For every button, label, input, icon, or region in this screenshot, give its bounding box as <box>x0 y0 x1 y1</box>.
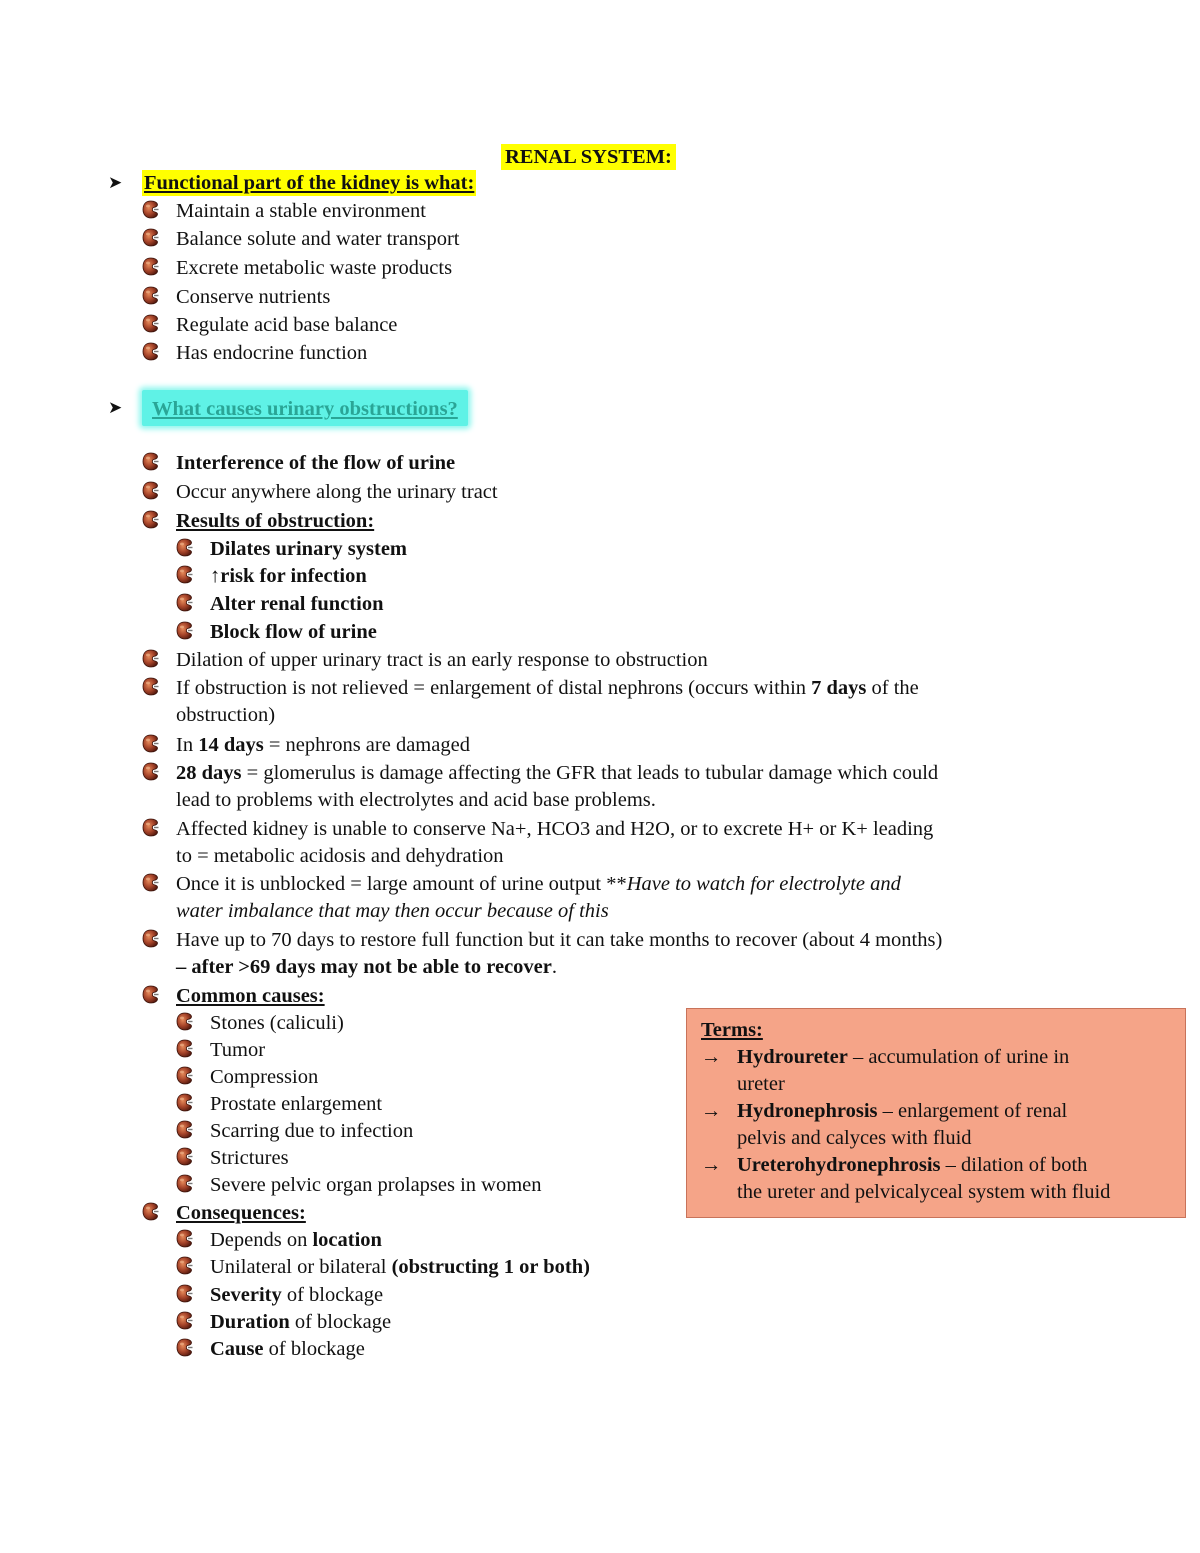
term-text: Hydronephrosis – enlargement of renal pelvis and calyces with fluid <box>737 1100 1068 1149</box>
item-text: In 14 days = nephrons are damaged <box>176 734 470 756</box>
list-item <box>142 255 452 282</box>
item-text: Unilateral or bilateral (obstructing 1 or both) <box>210 1256 590 1278</box>
heading-text: Functional part of the kidney is what: <box>144 172 475 194</box>
list-item <box>142 675 919 729</box>
kidney-bullet-icon <box>176 1338 193 1357</box>
right-arrow-icon: → <box>701 1154 722 1176</box>
list-item <box>176 1064 318 1091</box>
kidney-bullet-icon <box>142 510 159 529</box>
section-heading-functional <box>108 170 476 196</box>
list-item <box>142 1200 306 1227</box>
list-item <box>142 284 330 311</box>
list-item <box>176 1282 383 1309</box>
list-item <box>142 340 367 367</box>
kidney-bullet-icon <box>176 565 193 584</box>
list-item <box>142 871 901 925</box>
item-text: Severity of blockage <box>210 1284 384 1306</box>
item-text: Scarring due to infection <box>210 1120 414 1142</box>
kidney-bullet-icon <box>176 1039 193 1058</box>
item-text: Maintain a stable environment <box>176 200 426 222</box>
list-item <box>142 647 708 674</box>
item-text: risk for infection <box>220 565 367 587</box>
item-text: Prostate enlargement <box>210 1093 383 1115</box>
kidney-bullet-icon <box>176 1311 193 1330</box>
page-title: RENAL SYSTEM: <box>501 144 676 170</box>
list-item <box>142 816 933 870</box>
list-item <box>176 536 407 563</box>
kidney-bullet-icon <box>142 873 159 892</box>
kidney-bullet-icon <box>142 734 159 753</box>
list-item <box>142 312 397 339</box>
item-text: Strictures <box>210 1147 289 1169</box>
item-text: Tumor <box>210 1039 266 1061</box>
kidney-bullet-icon <box>142 818 159 837</box>
item-text: Alter renal function <box>210 593 384 615</box>
list-item <box>176 1010 344 1037</box>
list-item <box>176 1172 542 1199</box>
kidney-bullet-icon <box>176 1256 193 1275</box>
heading-highlight <box>142 390 468 426</box>
kidney-bullet-icon <box>142 985 159 1004</box>
kidney-bullet-icon <box>176 1066 193 1085</box>
item-text: Depends on location <box>210 1229 382 1251</box>
list-item <box>142 927 942 981</box>
term-item <box>701 1044 1171 1098</box>
item-text: Conserve nutrients <box>176 286 331 308</box>
kidney-bullet-icon <box>142 228 159 247</box>
item-text: Severe pelvic organ prolapses in women <box>210 1174 542 1196</box>
list-item <box>142 760 938 814</box>
heading-text: What causes urinary obstructions? <box>152 398 458 420</box>
list-item <box>176 1227 382 1254</box>
item-text: Once it is unblocked = large amount of urine output **Have to watch for electrolyte and water imbalance that may then occur because of this <box>176 873 901 922</box>
list-item <box>142 732 470 759</box>
list-item <box>142 198 426 225</box>
list-item <box>176 1254 590 1281</box>
kidney-bullet-icon <box>142 762 159 781</box>
subheading-common-causes: Common causes: <box>176 985 325 1007</box>
arrowhead-bullet-icon: ➤ <box>108 398 123 417</box>
up-arrow-icon: ↑ <box>210 565 221 587</box>
arrowhead-bullet-icon: ➤ <box>108 173 123 192</box>
list-item <box>176 619 377 646</box>
kidney-bullet-icon <box>142 200 159 219</box>
kidney-bullet-icon <box>176 1012 193 1031</box>
list-item <box>176 1037 265 1064</box>
list-item <box>176 563 367 590</box>
kidney-bullet-icon <box>176 1174 193 1193</box>
item-text: If obstruction is not relieved = enlargement of distal nephrons (occurs within 7 days of the obstruction) <box>176 677 919 726</box>
kidney-bullet-icon <box>176 1147 193 1166</box>
list-item <box>176 1309 391 1336</box>
subheading-consequences: Consequences: <box>176 1202 306 1224</box>
term-text: Hydroureter – accumulation of urine in ureter <box>737 1046 1070 1095</box>
kidney-bullet-icon <box>176 538 193 557</box>
kidney-bullet-icon <box>176 1229 193 1248</box>
kidney-bullet-icon <box>142 481 159 500</box>
term-item <box>701 1152 1171 1206</box>
right-arrow-icon: → <box>701 1046 722 1068</box>
item-text: Cause of blockage <box>210 1338 365 1360</box>
item-text: Dilation of upper urinary tract is an early response to obstruction <box>176 649 708 671</box>
kidney-bullet-icon <box>176 1120 193 1139</box>
item-text: Affected kidney is unable to conserve Na+, HCO3 and H2O, or to excrete H+ or K+ leading to = metabolic acidosis and dehydration <box>176 818 934 867</box>
list-item <box>176 1336 365 1363</box>
item-text: Block flow of urine <box>210 621 377 643</box>
kidney-bullet-icon <box>142 286 159 305</box>
term-text: Ureterohydronephrosis – dilation of both the ureter and pelvicalyceal system with fluid <box>737 1154 1111 1203</box>
kidney-bullet-icon <box>142 649 159 668</box>
item-text: Have up to 70 days to restore full function but it can take months to recover (about 4 months) – after >69 days may not be able to recover. <box>176 929 943 978</box>
kidney-bullet-icon <box>142 314 159 333</box>
subheading-results: Results of obstruction: <box>176 510 375 532</box>
kidney-bullet-icon <box>142 452 159 471</box>
section-heading-obstructions <box>108 390 468 426</box>
item-text: Dilates urinary system <box>210 538 408 560</box>
list-item <box>142 226 459 253</box>
list-item <box>176 1145 289 1172</box>
kidney-bullet-icon <box>176 593 193 612</box>
right-arrow-icon: → <box>701 1100 722 1122</box>
item-text: Compression <box>210 1066 319 1088</box>
list-item <box>176 1091 382 1118</box>
kidney-bullet-icon <box>142 342 159 361</box>
item-text: Regulate acid base balance <box>176 314 398 336</box>
list-item <box>142 508 374 535</box>
kidney-bullet-icon <box>176 1093 193 1112</box>
item-text: Occur anywhere along the urinary tract <box>176 481 498 503</box>
term-item <box>701 1098 1171 1152</box>
kidney-bullet-icon <box>142 1202 159 1221</box>
item-text: 28 days = glomerulus is damage affecting the GFR that leads to tubular damage which could lead to problems with electrolytes and acid base problems. <box>176 762 939 811</box>
item-text: Balance solute and water transport <box>176 228 460 250</box>
item-text: Stones (caliculi) <box>210 1012 344 1034</box>
list-item <box>142 983 325 1010</box>
kidney-bullet-icon <box>176 1284 193 1303</box>
list-item <box>142 479 498 506</box>
item-text: Has endocrine function <box>176 342 368 364</box>
item-text: Excrete metabolic waste products <box>176 257 453 279</box>
terms-title: Terms: <box>701 1019 763 1041</box>
kidney-bullet-icon <box>142 257 159 276</box>
kidney-bullet-icon <box>176 621 193 640</box>
kidney-bullet-icon <box>142 677 159 696</box>
terms-box <box>686 1008 1186 1218</box>
list-item <box>176 1118 413 1145</box>
list-item <box>142 450 455 477</box>
kidney-bullet-icon <box>142 929 159 948</box>
item-text: Duration of blockage <box>210 1311 392 1333</box>
item-text: Interference of the flow of urine <box>176 452 456 474</box>
list-item <box>176 591 383 618</box>
